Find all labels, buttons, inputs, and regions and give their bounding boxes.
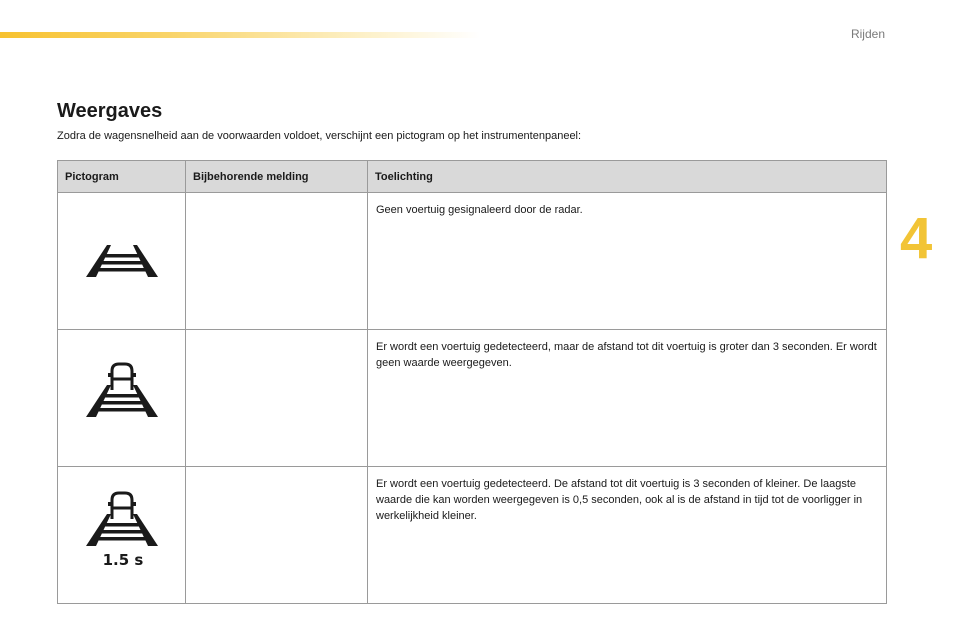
message-cell bbox=[186, 193, 368, 330]
explanation-cell: Er wordt een voertuig gedetecteerd. De afstand tot dit voertuig is 3 seconden of kleiner. De laagste waarde die kan worden weergegeven is 0,5 seconden, ook al is de afstand in tijd tot de voorligger in werkelijkheid kleiner. bbox=[368, 467, 887, 604]
message-cell bbox=[186, 467, 368, 604]
page-title: Weergaves bbox=[57, 100, 163, 122]
accent-bar bbox=[0, 32, 480, 38]
header-message: Bijbehorende melding bbox=[186, 161, 368, 193]
explanation-cell: Er wordt een voertuig gedetecteerd, maar de afstand tot dit voertuig is groter dan 3 seconden. Er wordt geen waarde weergegeven. bbox=[368, 330, 887, 467]
section-label: Rijden bbox=[850, 27, 885, 41]
lane-vehicle-detected-icon bbox=[70, 330, 174, 455]
table-row bbox=[58, 330, 887, 467]
table-row bbox=[58, 193, 887, 330]
intro-text: Zodra de wagensnelheid aan de voorwaarden voldoet, verschijnt een pictogram op het instrumentenpaneel: bbox=[57, 130, 582, 142]
header-pictogram: Pictogram bbox=[58, 161, 186, 193]
lane-vehicle-distance-icon bbox=[70, 467, 174, 592]
icon-cell bbox=[58, 467, 186, 604]
icon-cell bbox=[58, 193, 186, 330]
table-header-row bbox=[58, 161, 887, 193]
pictogram-table bbox=[57, 160, 887, 604]
message-cell bbox=[186, 330, 368, 467]
header-explanation: Toelichting bbox=[368, 161, 887, 193]
icon-cell bbox=[58, 330, 186, 467]
table-row bbox=[58, 467, 887, 604]
chapter-number: 4 bbox=[900, 206, 933, 271]
explanation-cell: Geen voertuig gesignaleerd door de radar. bbox=[368, 193, 887, 330]
distance-value: 1.5 s bbox=[102, 551, 144, 569]
lane-no-vehicle-icon bbox=[70, 193, 174, 318]
